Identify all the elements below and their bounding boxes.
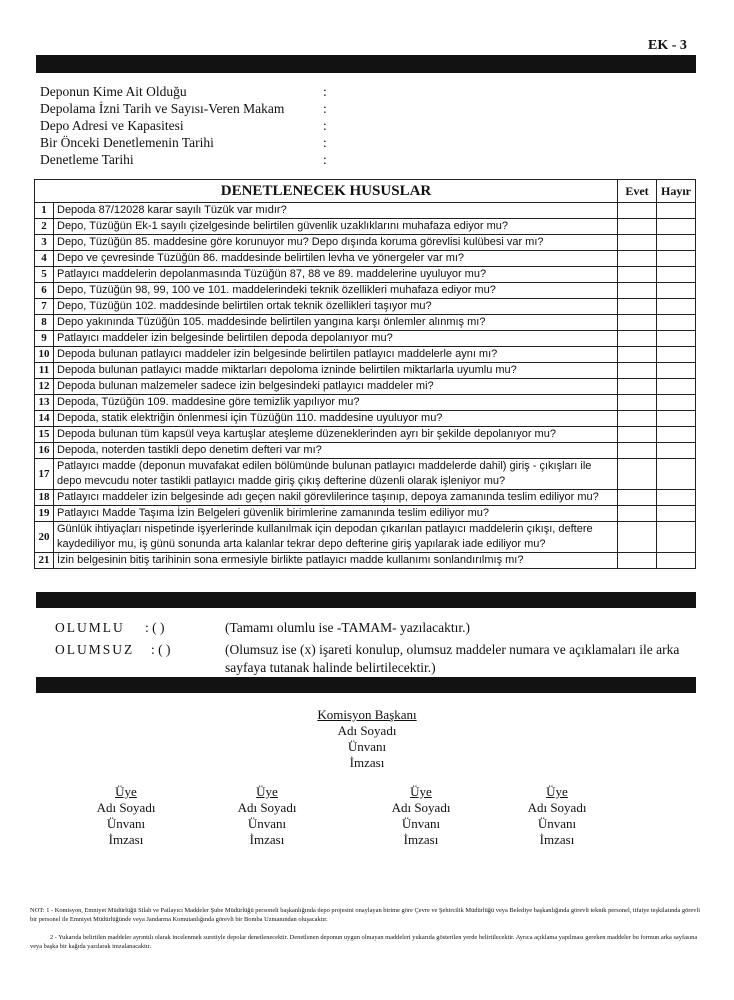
row-question: Depoda 87/12028 karar sayılı Tüzük var mıdır?	[54, 203, 618, 219]
table-title: DENETLENECEK HUSUSLAR	[35, 180, 618, 203]
info-row-inspection-date	[40, 151, 340, 168]
info-label: Denetleme Tarihi	[40, 152, 134, 167]
negative-note: (Olumsuz ise (x) işareti konulup, olumsuz maddeler numara ve açıklamaları ile arka sayfaya tutanak halinde belirtilecektir.)	[225, 642, 680, 675]
footnote-2: 2 - Yukarıda belirtilen maddeler ayrıntılı olarak incelenmek suretiyle depolar denetlenecektir. Denetlenen deponun uygun olmayan maddeleri yukarıda gösterilen yerde belirtilecektir. Ayrıca açıklama yapılması gereken maddeler bu formun arka sayfasına veya başka bir kağıda yazılarak imzalanacaktır.	[30, 934, 698, 950]
table-row	[35, 411, 696, 427]
yes-cell[interactable]	[618, 427, 657, 443]
row-question: Depoda, Tüzüğün 109. maddesine göre temizlik yapılıyor mu?	[54, 395, 618, 411]
yes-cell[interactable]	[618, 459, 657, 490]
row-number: 13	[35, 395, 54, 411]
table-row	[35, 379, 696, 395]
name-label: Adı Soyadı	[391, 800, 451, 815]
yes-cell[interactable]	[618, 331, 657, 347]
table-row	[35, 427, 696, 443]
no-cell[interactable]	[657, 553, 696, 569]
no-cell[interactable]	[657, 490, 696, 506]
yes-cell[interactable]	[618, 219, 657, 235]
row-number: 8	[35, 315, 54, 331]
annex-number: EK - 3	[648, 38, 687, 53]
row-question: Patlayıcı maddeler izin belgesinde belirtilen depoda depolanıyor mu?	[54, 331, 618, 347]
row-question: Patlayıcı Madde Taşıma İzin Belgeleri güvenlik birimlerine zamanında teslim ediliyor mu?	[54, 506, 618, 522]
yes-cell[interactable]	[618, 315, 657, 331]
row-question: Depoda, statik elektriğin önlenmesi için Tüzüğün 110. maddesine uyuluyor mu?	[54, 411, 618, 427]
member-signature	[71, 784, 181, 848]
member-role: Üye	[546, 784, 568, 799]
info-label: Depolama İzni Tarih ve Sayısı-Veren Makam	[40, 101, 285, 116]
positive-checkbox[interactable]: : ( )	[145, 620, 165, 635]
no-cell[interactable]	[657, 459, 696, 490]
table-row	[35, 553, 696, 569]
name-label: Adı Soyadı	[96, 800, 156, 815]
table-row	[35, 331, 696, 347]
yes-cell[interactable]	[618, 251, 657, 267]
header-bar	[36, 55, 696, 73]
row-number: 10	[35, 347, 54, 363]
member-role: Üye	[410, 784, 432, 799]
row-question: Depo ve çevresinde Tüzüğün 86. maddesinde belirtilen levha ve yönergeler var mı?	[54, 251, 618, 267]
info-label: Deponun Kime Ait Olduğu	[40, 84, 187, 99]
table-row	[35, 506, 696, 522]
row-question: Depo, Tüzüğün 98, 99, 100 ve 101. maddelerindeki teknik özellikleri muhafaza ediyor mu?	[54, 283, 618, 299]
info-row-address	[40, 117, 340, 134]
table-row	[35, 395, 696, 411]
table-row	[35, 283, 696, 299]
no-cell[interactable]	[657, 331, 696, 347]
table-body	[35, 203, 696, 569]
member-role: Üye	[256, 784, 278, 799]
yes-cell[interactable]	[618, 395, 657, 411]
member-signature	[366, 784, 476, 848]
info-colon: :	[323, 135, 327, 150]
yes-cell[interactable]	[618, 347, 657, 363]
section-bar	[36, 592, 696, 608]
yes-cell[interactable]	[618, 490, 657, 506]
table-row	[35, 267, 696, 283]
no-cell[interactable]	[657, 315, 696, 331]
table-row	[35, 219, 696, 235]
no-cell[interactable]	[657, 347, 696, 363]
row-question: Depo yakınında Tüzüğün 105. maddesinde belirtilen yangına karşı önlemler alınmış mı?	[54, 315, 618, 331]
table-row	[35, 522, 696, 553]
title-label: Ünvanı	[347, 739, 387, 754]
negative-label: OLUMSUZ	[55, 642, 135, 657]
negative-checkbox[interactable]: : ( )	[151, 642, 171, 657]
info-label: Bir Önceki Denetlemenin Tarihi	[40, 135, 214, 150]
row-number: 3	[35, 235, 54, 251]
title-label: Ünvanı	[401, 816, 441, 831]
positive-label: OLUMLU	[55, 620, 125, 635]
table-row	[35, 443, 696, 459]
footnotes	[30, 906, 700, 960]
row-question: Depoda bulunan patlayıcı madde miktarları depoloma izninde belirtilen miktarlarla uyumlu mu?	[54, 363, 618, 379]
row-question: Depo, Tüzüğün 85. maddesine göre korunuyor mu? Depo dışında koruma görevlisi kulübesi var mı?	[54, 235, 618, 251]
signature-label: İmzası	[403, 832, 439, 847]
row-question: İzin belgesinin bitiş tarihinin sona ermesiyle birlikte patlayıcı madde kullanımı sonlandırılmış mı?	[54, 553, 618, 569]
table-row	[35, 251, 696, 267]
no-cell[interactable]	[657, 522, 696, 553]
info-label: Depo Adresi ve Kapasitesi	[40, 118, 184, 133]
inspection-table	[34, 179, 696, 569]
name-label: Adı Soyadı	[337, 723, 397, 738]
yes-cell[interactable]	[618, 299, 657, 315]
row-number: 19	[35, 506, 54, 522]
table-row	[35, 363, 696, 379]
info-colon: :	[323, 84, 327, 99]
row-number: 7	[35, 299, 54, 315]
no-cell[interactable]	[657, 203, 696, 219]
row-number: 12	[35, 379, 54, 395]
table-row	[35, 203, 696, 219]
row-number: 16	[35, 443, 54, 459]
member-role: Üye	[115, 784, 137, 799]
info-row-previous-inspection	[40, 134, 340, 151]
no-cell[interactable]	[657, 443, 696, 459]
row-question: Patlayıcı maddeler izin belgesinde adı geçen nakil görevlilerince taşınıp, depoya zamanında teslim ediliyor mu?	[54, 490, 618, 506]
info-colon: :	[323, 152, 327, 167]
title-label: Ünvanı	[247, 816, 287, 831]
no-cell[interactable]	[657, 379, 696, 395]
depot-info	[40, 83, 340, 168]
row-number: 4	[35, 251, 54, 267]
no-cell[interactable]	[657, 411, 696, 427]
no-cell[interactable]	[657, 395, 696, 411]
column-yes-header: Evet	[618, 180, 657, 203]
table-row	[35, 459, 696, 490]
name-label: Adı Soyadı	[237, 800, 297, 815]
row-number: 1	[35, 203, 54, 219]
commission-head-title: Komisyon Başkanı	[317, 707, 417, 722]
no-cell[interactable]	[657, 506, 696, 522]
yes-cell[interactable]	[618, 363, 657, 379]
signature-label: İmzası	[249, 832, 285, 847]
table-row	[35, 235, 696, 251]
row-number: 15	[35, 427, 54, 443]
no-cell[interactable]	[657, 363, 696, 379]
no-cell[interactable]	[657, 427, 696, 443]
table-header-row	[35, 180, 696, 203]
yes-cell[interactable]	[618, 506, 657, 522]
row-number: 20	[35, 522, 54, 553]
footnote-1: NOT: 1 - Komisyon, Emniyet Müdürlüğü Silah ve Patlayıcı Maddeler Şube Müdürlüğü personeli başkanlığında depo projesini onaylayan birime göre Çevre ve Şehircilik Müdürlüğü veya Belediye başkanlığında görevli teknik personel, itfaiye teşkilatında görevli bir personel ile Emniyet Müdürlüğünde veya Jandarma Komutanlığında görevli bir Bomba Uzmanından oluşacaktır.	[30, 907, 701, 923]
info-colon: :	[323, 118, 327, 133]
title-label: Ünvanı	[537, 816, 577, 831]
row-question: Depoda, noterden tastikli depo denetim defteri var mı?	[54, 443, 618, 459]
table-row	[35, 490, 696, 506]
row-question: Patlayıcı maddelerin depolanmasında Tüzüğün 87, 88 ve 89. maddelerine uyuluyor mu?	[54, 267, 618, 283]
yes-cell[interactable]	[618, 379, 657, 395]
row-number: 9	[35, 331, 54, 347]
signature-label: İmzası	[539, 832, 575, 847]
name-label: Adı Soyadı	[527, 800, 587, 815]
no-cell[interactable]	[657, 299, 696, 315]
row-number: 2	[35, 219, 54, 235]
yes-cell[interactable]	[618, 411, 657, 427]
row-number: 6	[35, 283, 54, 299]
row-question: Günlük ihtiyaçları nispetinde işyerlerinde kullanılmak için depodan çıkarılan patlayıcı maddelerin çıkışı, deftere kaydediliyor mu, iş günü sonunda arta kalanlar tekrar depo defterine giriş yapılarak iade ediliyor mu?	[54, 522, 618, 553]
title-label: Ünvanı	[106, 816, 146, 831]
row-question: Depoda bulunan tüm kapsül veya kartuşlar ateşleme düzeneklerinden ayrı bir şekilde depolanıyor mu?	[54, 427, 618, 443]
row-number: 14	[35, 411, 54, 427]
no-cell[interactable]	[657, 235, 696, 251]
row-number: 5	[35, 267, 54, 283]
yes-cell[interactable]	[618, 235, 657, 251]
yes-cell[interactable]	[618, 283, 657, 299]
row-question: Depoda bulunan malzemeler sadece izin belgesindeki patlayıcı maddeler mi?	[54, 379, 618, 395]
yes-cell[interactable]	[618, 553, 657, 569]
row-number: 21	[35, 553, 54, 569]
table-row	[35, 347, 696, 363]
row-number: 11	[35, 363, 54, 379]
row-number: 17	[35, 459, 54, 490]
yes-cell[interactable]	[618, 522, 657, 553]
member-signature	[502, 784, 612, 848]
yes-cell[interactable]	[618, 203, 657, 219]
row-question: Depoda bulunan patlayıcı maddeler izin belgesinde belirtilen patlayıcı maddelerle aynı mı?	[54, 347, 618, 363]
no-cell[interactable]	[657, 251, 696, 267]
positive-note: (Tamamı olumlu ise -TAMAM- yazılacaktır.)	[225, 620, 471, 635]
row-number: 18	[35, 490, 54, 506]
no-cell[interactable]	[657, 283, 696, 299]
no-cell[interactable]	[657, 267, 696, 283]
column-no-header: Hayır	[657, 180, 696, 203]
row-question: Depo, Tüzüğün Ek-1 sayılı çizelgesinde belirtilen güvenlik uzaklıklarını muhafaza ediyor mu?	[54, 219, 618, 235]
section-bar	[36, 677, 696, 693]
info-colon: :	[323, 101, 327, 116]
commission-head-signature	[0, 707, 734, 771]
signature-label: İmzası	[108, 832, 144, 847]
row-question: Patlayıcı madde (deponun muvafakat edilen bölümünde bulunan patlayıcı maddelerde dahil) giriş - çıkışları ile depo mevcudu noter tastikli patlayıcı madde giriş çıkış defterine düzenli olarak işleniyor mu?	[54, 459, 618, 490]
no-cell[interactable]	[657, 219, 696, 235]
member-signature	[212, 784, 322, 848]
row-question: Depo, Tüzüğün 102. maddesinde belirtilen ortak teknik özellikleri taşıyor mu?	[54, 299, 618, 315]
signature-label: İmzası	[349, 755, 385, 770]
info-row-permit	[40, 100, 340, 117]
table-row	[35, 315, 696, 331]
yes-cell[interactable]	[618, 443, 657, 459]
yes-cell[interactable]	[618, 267, 657, 283]
info-row-owner	[40, 83, 340, 100]
table-row	[35, 299, 696, 315]
